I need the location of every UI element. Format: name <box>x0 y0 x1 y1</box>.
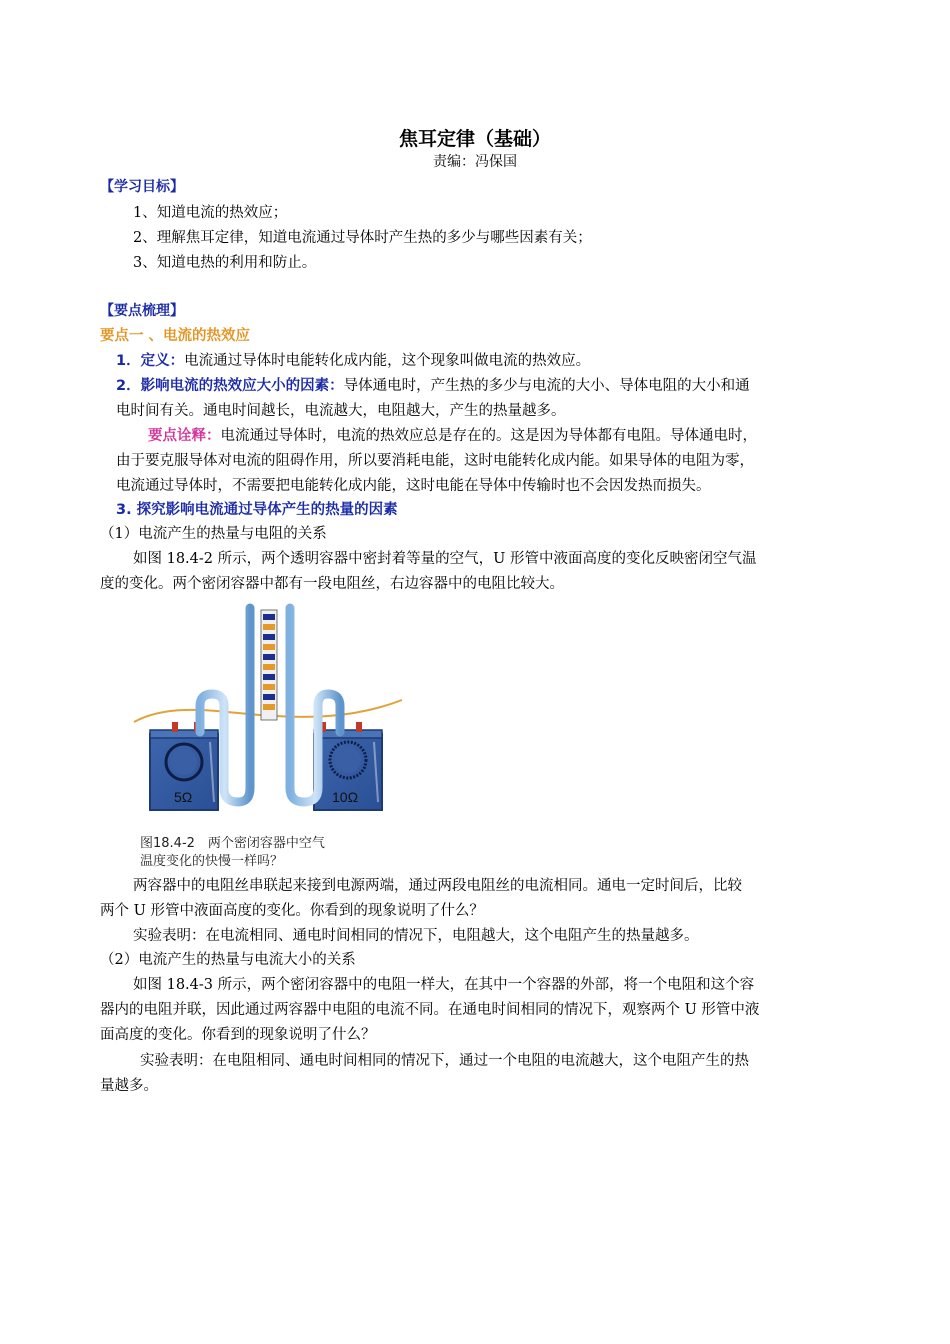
sub2-text-1: 如图 18.4-3 所示，两个密闭容器中的电阻一样大，在其中一个容器的外部，将一个电阻和这个容 <box>133 977 755 993</box>
factor-text-1: 导体通电时，产生热的多少与电流的大小、导体电阻的大小和通 <box>343 378 750 394</box>
sub2-text-3: 面高度的变化。你看到的现象说明了什么？ <box>100 1027 376 1043</box>
objective-item-2: 2、理解焦耳定律，知道电流通过导体时产生热的多少与哪些因素有关； <box>133 230 592 246</box>
sub2-heading: （2）电流产生的热量与电流大小的关系 <box>100 952 356 968</box>
sub1-result: 实验表明：在电流相同、通电时间相同的情况下，电阻越大，这个电阻产生的热量越多。 <box>133 928 699 944</box>
objectives-heading: 【学习目标】 <box>100 179 184 195</box>
sub2-result-1: 实验表明：在电阻相同、通电时间相同的情况下，通过一个电阻的电流越大，这个电阻产生的热 <box>140 1053 749 1069</box>
left-resistor-label: 5Ω <box>174 789 193 805</box>
experiment-figure <box>130 602 410 870</box>
figure-caption-1: 图18.4-2 两个密闭容器中空气 <box>140 836 325 851</box>
sub1-text-3: 两容器中的电阻丝串联起来接到电源两端，通过两段电阻丝的电流相同。通电一定时间后，比较 <box>133 878 742 894</box>
definition-label: 1．定义： <box>116 353 185 369</box>
definition-text: 电流通过导体时电能转化成内能，这个现象叫做电流的热效应。 <box>184 353 591 369</box>
note-text-2: 由于要克服导体对电流的阻碍作用，所以要消耗电能，这时电能转化成内能。如果导体的电阻为零， <box>116 453 754 469</box>
note-line-1 <box>148 426 757 446</box>
points-heading: 【要点梳理】 <box>100 303 184 319</box>
note-label: 要点诠释： <box>148 428 221 444</box>
figure-caption-2: 温度变化的快慢一样吗？ <box>140 854 284 869</box>
scale-ruler <box>261 610 277 720</box>
point1-heading: 要点一 、电流的热效应 <box>100 328 251 344</box>
sub1-text-4: 两个 U 形管中液面高度的变化。你看到的现象说明了什么？ <box>100 903 484 919</box>
note-text-3: 电流通过导体时，不需要把电能转化成内能，这时电能在导体中传输时也不会因发热而损失。 <box>116 478 711 494</box>
sub1-heading: （1）电流产生的热量与电阻的关系 <box>100 526 327 542</box>
definition-line <box>116 351 590 371</box>
sub1-text-2: 度的变化。两个密闭容器中都有一段电阻丝，右边容器中的电阻比较大。 <box>100 576 564 592</box>
factor-text-2: 电时间有关。通电时间越长，电流越大，电阻越大，产生的热量越多。 <box>116 403 566 419</box>
page-title: 焦耳定律（基础） <box>398 128 551 150</box>
editor-credit: 责编：冯保国 <box>433 154 517 170</box>
note-text-1: 电流通过导体时，电流的热效应总是存在的。这是因为导体都有电阻。导体通电时， <box>220 428 757 444</box>
objective-item-3: 3、知道电热的利用和防止。 <box>133 255 317 271</box>
left-container <box>150 722 218 810</box>
sub2-result-2: 量越多。 <box>100 1078 158 1094</box>
explore-heading: 3. 探究影响电流通过导体产生的热量的因素 <box>116 502 398 518</box>
sub1-text-1: 如图 18.4-2 所示，两个透明容器中密封着等量的空气，U 形管中液面高度的变化反映密闭空气温 <box>133 551 757 567</box>
objective-item-1: 1、知道电流的热效应； <box>133 205 288 221</box>
right-resistor-label: 10Ω <box>332 789 359 805</box>
sub2-text-2: 器内的电阻并联，因此通过两容器中电阻的电流不同。在通电时间相同的情况下，观察两个 U 形管中液 <box>100 1002 760 1018</box>
right-container <box>314 722 382 810</box>
factor-line-1 <box>116 376 750 396</box>
factor-label: 2．影响电流的热效应大小的因素： <box>116 378 344 394</box>
